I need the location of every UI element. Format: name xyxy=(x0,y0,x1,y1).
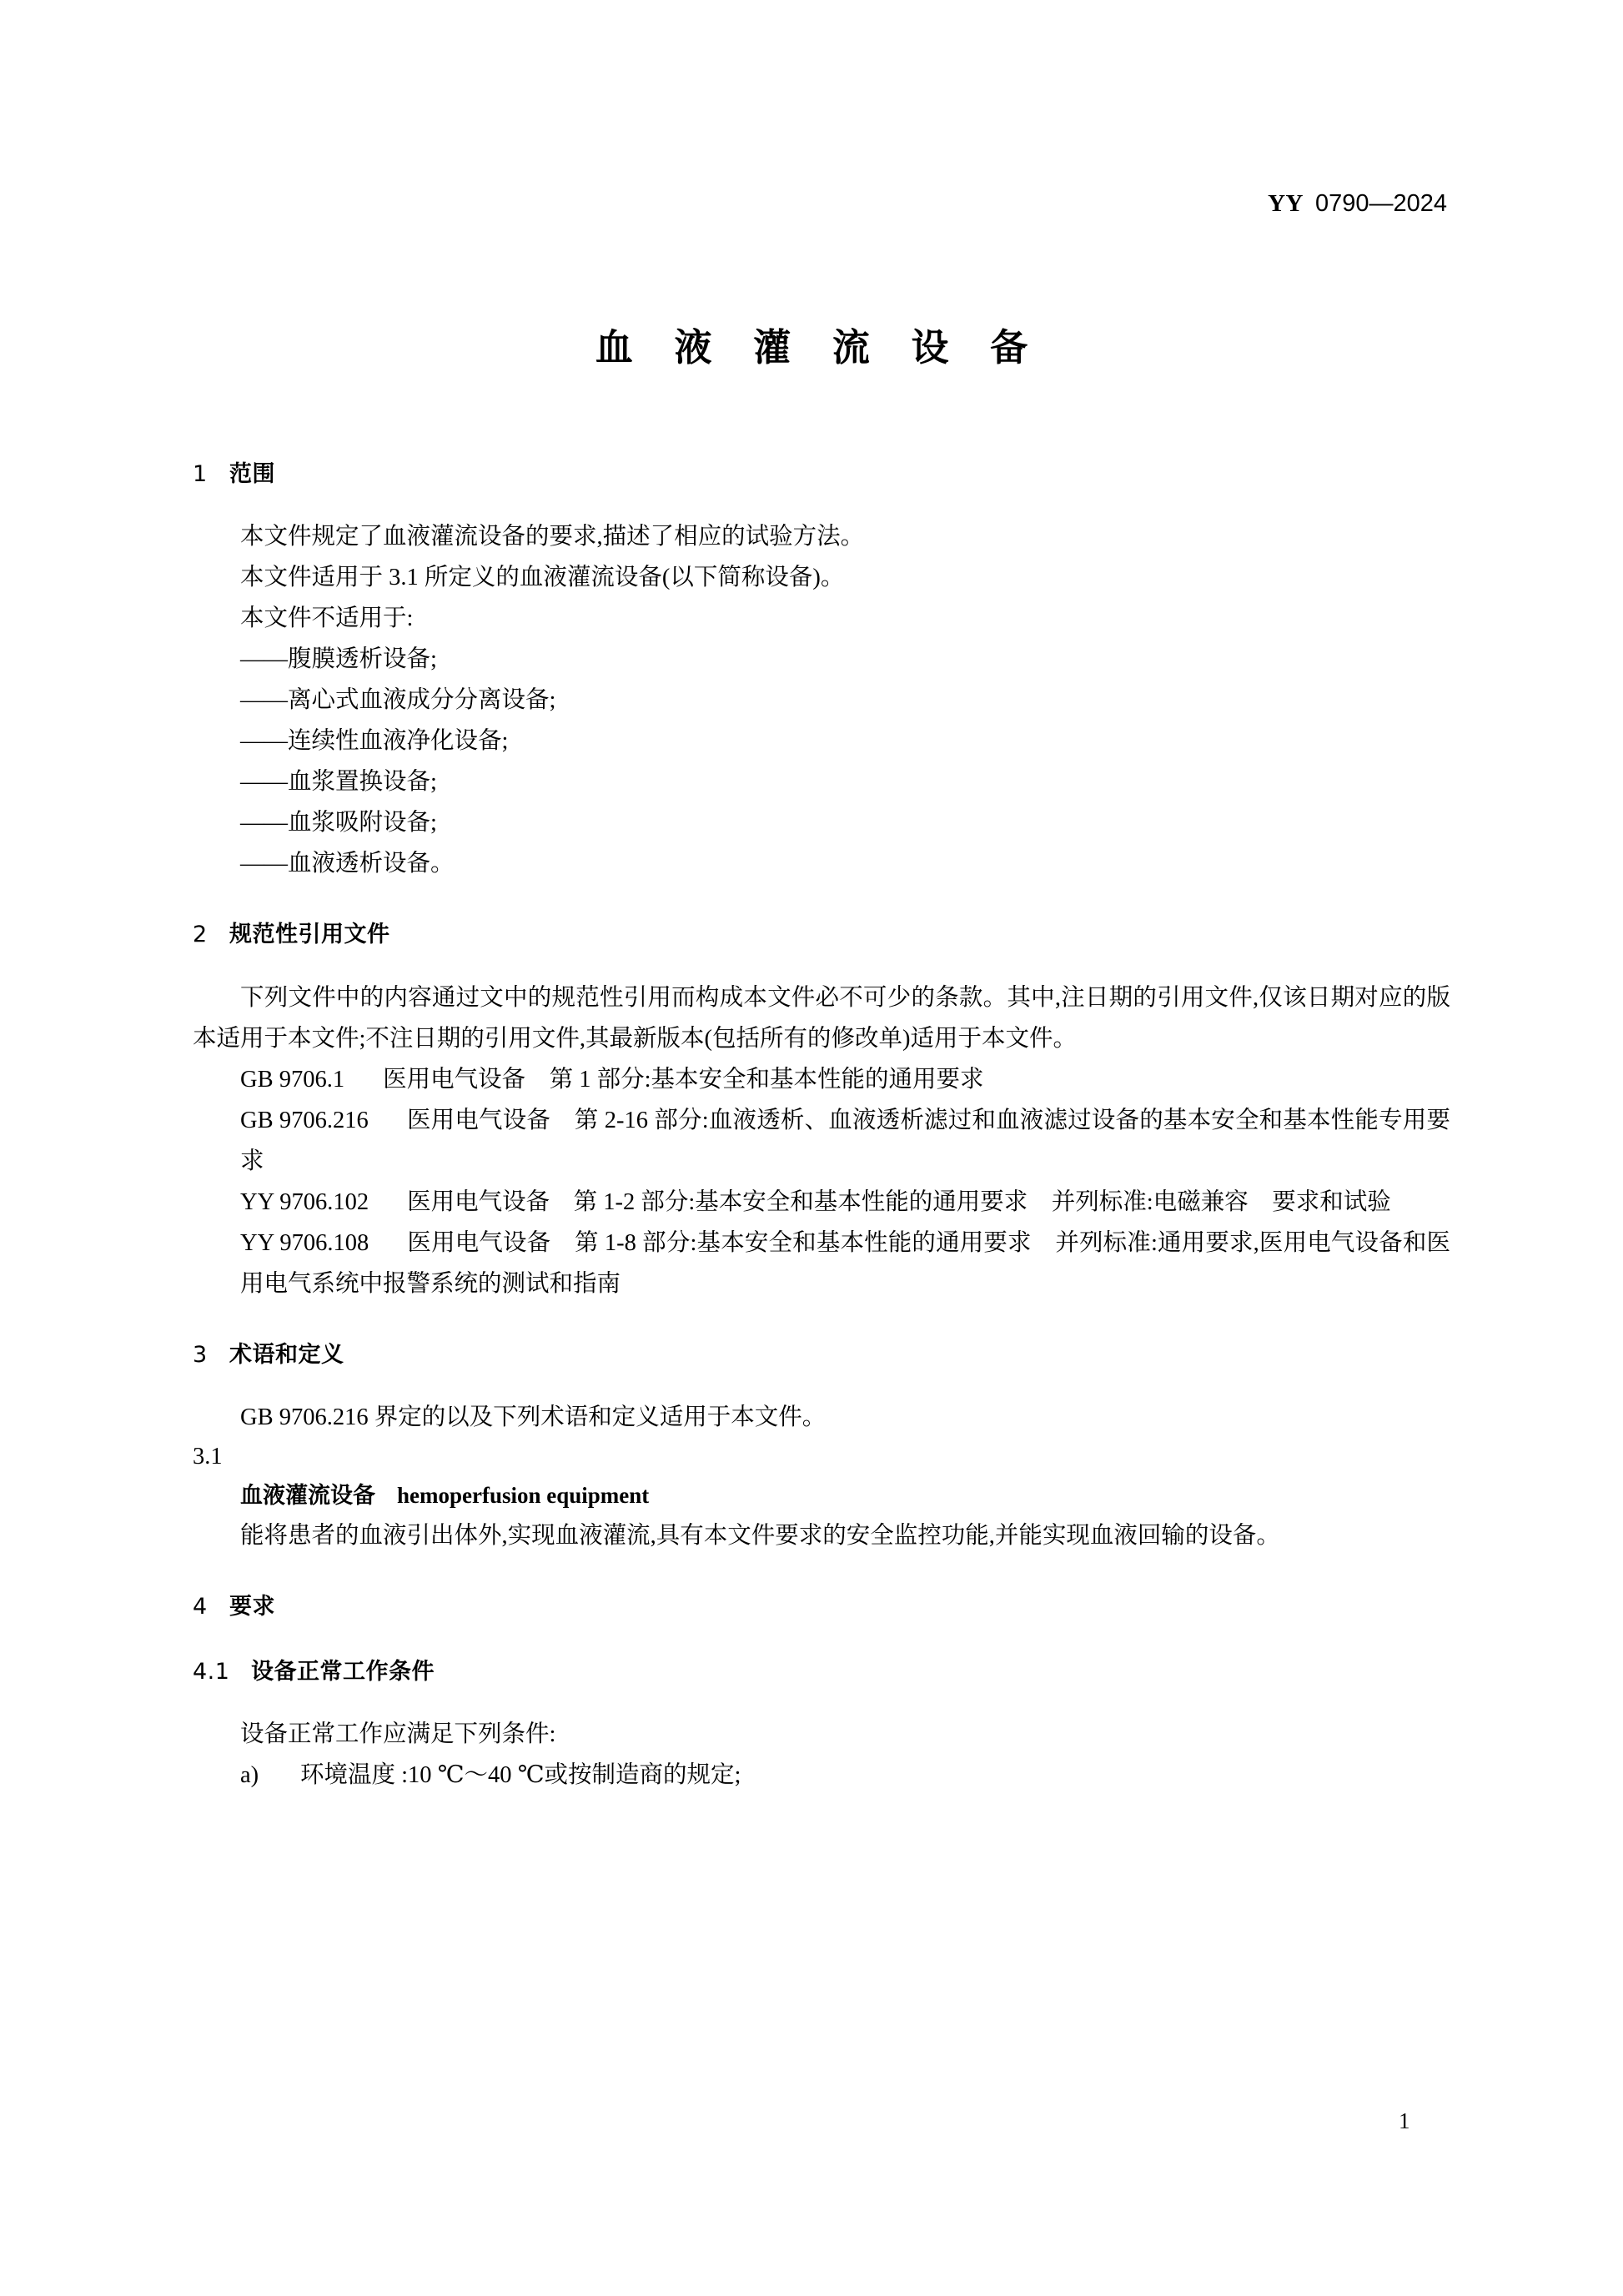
section-number: 4.1 xyxy=(193,1658,230,1685)
term-english: hemoperfusion equipment xyxy=(397,1483,650,1509)
section-title: 设备正常工作条件 xyxy=(251,1658,435,1685)
section-title: 要求 xyxy=(229,1594,275,1620)
reference-code: YY 9706.102 xyxy=(240,1188,369,1215)
section-number: 1 xyxy=(193,461,208,487)
term-chinese: 血液灌流设备 xyxy=(240,1483,375,1510)
reference-entry xyxy=(240,1223,1450,1304)
list-item: ——连续性血液净化设备; xyxy=(240,728,509,755)
standard-code: YY xyxy=(1268,190,1304,217)
scope-paragraph-1: 本文件规定了血液灌流设备的要求,描述了相应的试验方法。 xyxy=(240,524,865,550)
section-heading-requirements xyxy=(193,1594,1450,1620)
page-number: 1 xyxy=(1399,2108,1410,2133)
section-heading-normative-references xyxy=(193,922,1450,948)
standard-number: 0790—2024 xyxy=(1314,190,1447,217)
section-number: 4 xyxy=(193,1594,208,1620)
list-item: ——离心式血液成分分离设备; xyxy=(240,687,556,714)
reference-text: 医用电气设备 第 1 部分:基本安全和基本性能的通用要求 xyxy=(383,1066,984,1093)
normative-intro-paragraph: 下列文件中的内容通过文中的规范性引用而构成本文件必不可少的条款。其中,注日期的引用文件,仅该日期对应的版本适用于本文件;不注日期的引用文件,其最新版本(包括所有的修改单)适用于本文件。 xyxy=(193,984,1450,1052)
reference-entry xyxy=(240,1059,1450,1100)
section-heading-terms xyxy=(193,1342,1450,1369)
section-heading-scope xyxy=(193,461,1450,488)
reference-code: YY 9706.108 xyxy=(240,1229,369,1256)
term-definition: 能将患者的血液引出体外,实现血液灌流,具有本文件要求的安全监控功能,并能实现血液回输的设备。 xyxy=(240,1523,1280,1550)
scope-paragraph-2: 本文件适用于 3.1 所定义的血液灌流设备(以下简称设备)。 xyxy=(240,565,845,591)
reference-code: GB 9706.1 xyxy=(240,1066,345,1093)
document-title: 血 液 灌 流 设 备 xyxy=(595,325,1043,369)
section-title: 规范性引用文件 xyxy=(229,922,390,948)
terms-intro-paragraph: GB 9706.216 界定的以及下列术语和定义适用于本文件。 xyxy=(240,1404,827,1431)
term-number: 3.1 xyxy=(193,1444,223,1470)
section-number: 3 xyxy=(193,1341,208,1368)
document-body xyxy=(193,461,1450,1796)
reference-code: GB 9706.216 xyxy=(240,1107,369,1133)
reference-entry xyxy=(240,1182,1450,1223)
section-heading-normal-working-conditions xyxy=(193,1659,1450,1686)
section-title: 术语和定义 xyxy=(229,1341,344,1368)
list-item xyxy=(240,1755,1450,1796)
list-item: ——血浆置换设备; xyxy=(240,769,437,796)
requirements-intro-paragraph: 设备正常工作应满足下列条件: xyxy=(240,1721,556,1747)
running-header xyxy=(1268,190,1447,218)
scope-paragraph-3: 本文件不适用于: xyxy=(240,605,414,632)
section-title: 范围 xyxy=(229,461,275,487)
term-heading xyxy=(240,1476,1450,1515)
list-item: ——腹膜透析设备; xyxy=(240,646,437,673)
reference-entry xyxy=(240,1100,1450,1182)
section-number: 2 xyxy=(193,922,208,948)
list-item-label: a) xyxy=(240,1761,259,1788)
reference-text: 医用电气设备 第 1-8 部分:基本安全和基本性能的通用要求 并列标准:通用要求,医用电气设备和医用电气系统中报警系统的测试和指南 xyxy=(240,1229,1450,1297)
list-item: ——血浆吸附设备; xyxy=(240,810,437,837)
reference-text: 医用电气设备 第 1-2 部分:基本安全和基本性能的通用要求 并列标准:电磁兼容 要求和试验 xyxy=(407,1188,1391,1215)
list-item-text: 环境温度 :10 ℃～40 ℃或按制造商的规定; xyxy=(300,1761,741,1788)
reference-text: 医用电气设备 第 2-16 部分:血液透析、血液透析滤过和血液滤过设备的基本安全和基本性能专用要求 xyxy=(240,1107,1450,1174)
list-item: ——血液透析设备。 xyxy=(240,851,455,877)
